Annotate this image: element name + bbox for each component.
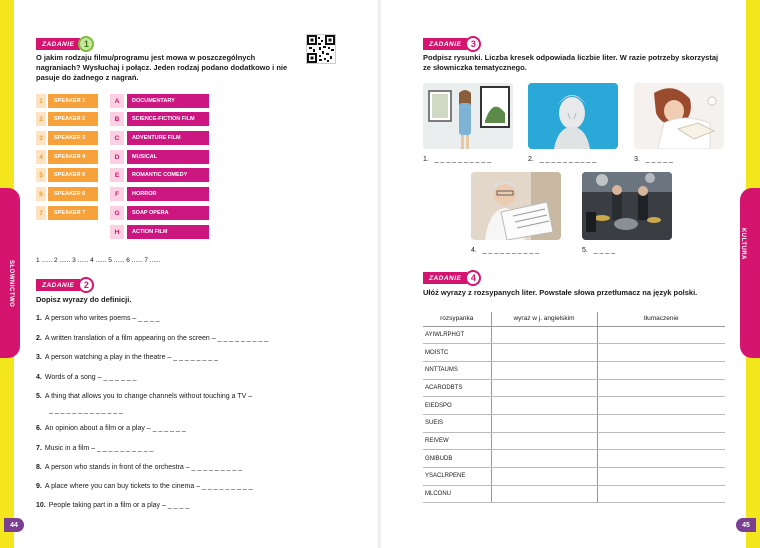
task-4-instruction: Ułóż wyrazy z rozsypanych liter. Powstałe słowa przetłumacz na język polski.	[423, 288, 698, 297]
table-row	[423, 414, 725, 432]
definition-item[interactable]	[36, 392, 252, 402]
speaker-row[interactable]	[36, 168, 98, 182]
genre-row[interactable]	[110, 225, 209, 239]
definition-item[interactable]	[36, 482, 253, 492]
table-header-row	[423, 312, 725, 326]
english-word-cell[interactable]	[491, 379, 597, 397]
speaker-row[interactable]	[36, 131, 98, 145]
genre-label: MUSICAL	[127, 150, 209, 164]
genre-letter: F	[110, 187, 124, 201]
genre-letter: E	[110, 168, 124, 182]
genre-letter: H	[110, 225, 124, 239]
page-number-right: 45	[736, 518, 756, 532]
english-word-cell[interactable]	[491, 344, 597, 362]
task-number: 4	[465, 270, 481, 286]
task-label: ZADANIE	[36, 38, 80, 50]
genre-label: SCIENCE-FICTION FILM	[127, 112, 209, 126]
task-label: ZADANIE	[36, 279, 80, 291]
caption-number: 5.	[582, 247, 588, 254]
genre-letter: D	[110, 150, 124, 164]
task-4-header	[423, 270, 481, 286]
item-number: 6.	[36, 425, 42, 432]
definition-item[interactable]	[36, 463, 242, 473]
speaker-label: SPEAKER 4	[48, 150, 98, 164]
speaker-number: 3	[36, 131, 46, 145]
item-text: A person who stands in front of the orchestra – _ _ _ _ _ _ _ _ _	[44, 464, 243, 471]
task-1-instruction: O jakim rodzaju filmu/programu jest mowa w poszczególnych nagraniach? Wysłuchaj i połącz. Jeden rodzaj podano dodatkowo i nie pasuje do żadnego z nagrań.	[36, 53, 288, 82]
definition-item[interactable]	[36, 444, 153, 454]
table-row	[423, 432, 725, 450]
item-number: 1.	[36, 315, 42, 322]
scrambled-word: MOISTC	[423, 344, 491, 362]
task-1-header	[36, 36, 94, 52]
photo-sculpture	[528, 83, 618, 149]
genre-row[interactable]	[110, 206, 209, 220]
item-text: A place where you can buy tickets to the cinema – _ _ _ _ _ _ _ _ _	[44, 483, 253, 490]
speaker-row[interactable]	[36, 94, 98, 108]
scrambled-word: YSACLRPENE	[423, 468, 491, 486]
scrambled-word: NNTTAUMS	[423, 361, 491, 379]
left-side-label: SŁOWNICTWO	[8, 260, 14, 308]
english-word-cell[interactable]	[491, 361, 597, 379]
table-row	[423, 361, 725, 379]
speaker-number: 4	[36, 150, 46, 164]
column-header: rozsypanka	[423, 312, 491, 326]
item-text: _ _ _ _ _ _ _ _ _ _ _ _ _	[49, 407, 123, 414]
item-number: 8.	[36, 464, 42, 471]
right-side-tab	[740, 188, 760, 358]
translation-cell[interactable]	[597, 450, 725, 468]
scrambled-word: EIEDSPO	[423, 397, 491, 415]
genre-label: ACTION FILM	[127, 225, 209, 239]
table-row	[423, 450, 725, 468]
definition-item[interactable]	[36, 334, 268, 344]
speaker-number: 5	[36, 168, 46, 182]
item-text: An opinion about a film or a play – _ _ _ _ _ _	[44, 425, 186, 432]
right-side-label: KULTURA	[740, 227, 746, 260]
speaker-label: SPEAKER 5	[48, 168, 98, 182]
genre-row[interactable]	[110, 112, 209, 126]
scrambled-word: MLCONU	[423, 485, 491, 503]
photo-art-gallery	[423, 83, 513, 149]
caption-number: 4.	[471, 247, 477, 254]
item-text: Words of a song – _ _ _ _ _ _	[44, 374, 137, 381]
english-word-cell[interactable]	[491, 414, 597, 432]
table-row	[423, 344, 725, 362]
page-number-left: 44	[4, 518, 24, 532]
genre-label: ROMANTIC COMEDY	[127, 168, 209, 182]
speaker-label: SPEAKER 6	[48, 187, 98, 201]
genre-row[interactable]	[110, 187, 209, 201]
definition-item[interactable]	[36, 373, 137, 383]
english-word-cell[interactable]	[491, 468, 597, 486]
column-header: tłumaczenie	[597, 312, 725, 326]
genre-label: ADVENTURE FILM	[127, 131, 209, 145]
caption-4[interactable]	[471, 247, 539, 254]
speaker-label: SPEAKER 7	[48, 206, 98, 220]
photo-band	[582, 172, 672, 240]
genre-row[interactable]	[110, 168, 209, 182]
scrambled-word: AYIWLRPHGT	[423, 326, 491, 344]
item-number: 9.	[36, 483, 42, 490]
caption-number: 2.	[528, 156, 534, 163]
task-3-header	[423, 36, 481, 52]
genre-letter: B	[110, 112, 124, 126]
task-label: ZADANIE	[423, 38, 467, 50]
translation-cell[interactable]	[597, 326, 725, 344]
speaker-number: 6	[36, 187, 46, 201]
caption-3[interactable]	[634, 156, 673, 163]
translation-cell[interactable]	[597, 397, 725, 415]
item-text: A person watching a play in the theatre – _ _ _ _ _ _ _ _	[44, 354, 219, 361]
english-word-cell[interactable]	[491, 485, 597, 503]
genre-row[interactable]	[110, 131, 209, 145]
definition-item[interactable]	[36, 501, 189, 511]
table-row	[423, 397, 725, 415]
book-gutter	[378, 0, 382, 548]
item-number: 2.	[36, 335, 42, 342]
translation-cell[interactable]	[597, 432, 725, 450]
scrambled-word: ACARODBTS	[423, 379, 491, 397]
caption-blanks: _ _ _ _ _ _ _ _ _ _	[434, 156, 492, 163]
caption-blanks: _ _ _ _ _ _ _ _ _ _	[482, 247, 540, 254]
caption-2[interactable]	[528, 156, 596, 163]
item-number: 4.	[36, 374, 42, 381]
caption-number: 3.	[634, 156, 640, 163]
definition-blanks[interactable]	[46, 406, 123, 416]
item-number: 7.	[36, 445, 42, 452]
translation-cell[interactable]	[597, 414, 725, 432]
task-label: ZADANIE	[423, 272, 467, 284]
item-text: A written translation of a film appearing on the screen – _ _ _ _ _ _ _ _ _	[44, 335, 269, 342]
speaker-row[interactable]	[36, 206, 98, 220]
task-number: 3	[465, 36, 481, 52]
speaker-label: SPEAKER 1	[48, 94, 98, 108]
item-number: 5.	[36, 393, 42, 400]
scrambled-word: REIVEW	[423, 432, 491, 450]
task-1-answer-line[interactable]: 1 ...... 2 ...... 3 ...... 4 ...... 5 ...... 6 ...... 7 ......	[36, 257, 161, 264]
task-2-instruction: Dopisz wyrazy do definicji.	[36, 295, 132, 304]
english-word-cell[interactable]	[491, 326, 597, 344]
genre-letter: G	[110, 206, 124, 220]
photo-reading	[634, 83, 724, 149]
table-row	[423, 468, 725, 486]
table-row	[423, 326, 725, 344]
genre-label: DOCUMENTARY	[127, 94, 209, 108]
item-text: People taking part in a film or a play – _ _ _ _	[48, 502, 190, 509]
scramble-table	[423, 312, 725, 503]
genre-row[interactable]	[110, 94, 209, 108]
item-text: Music in a film – _ _ _ _ _ _ _ _ _ _	[44, 445, 154, 452]
definition-item[interactable]	[36, 424, 186, 434]
speaker-label: SPEAKER 2	[48, 112, 98, 126]
task-number: 2	[78, 277, 94, 293]
speaker-row[interactable]	[36, 187, 98, 201]
genre-label: HORROR	[127, 187, 209, 201]
qr-code[interactable]	[306, 34, 336, 64]
speaker-number: 7	[36, 206, 46, 220]
item-text: A person who writes poems – _ _ _ _	[44, 315, 160, 322]
speaker-row[interactable]	[36, 150, 98, 164]
genre-letter: C	[110, 131, 124, 145]
translation-cell[interactable]	[597, 344, 725, 362]
table-row	[423, 379, 725, 397]
caption-1[interactable]	[423, 156, 491, 163]
genre-label: SOAP OPERA	[127, 206, 209, 220]
item-number: 10.	[36, 502, 46, 509]
english-word-cell[interactable]	[491, 450, 597, 468]
translation-cell[interactable]	[597, 485, 725, 503]
column-header: wyraz w j. angielskim	[491, 312, 597, 326]
item-text: A thing that allows you to change channels without touching a TV –	[44, 393, 253, 400]
translation-cell[interactable]	[597, 468, 725, 486]
translation-cell[interactable]	[597, 361, 725, 379]
definition-item[interactable]	[36, 314, 160, 324]
item-number: 3.	[36, 354, 42, 361]
translation-cell[interactable]	[597, 379, 725, 397]
table-row	[423, 485, 725, 503]
english-word-cell[interactable]	[491, 397, 597, 415]
genre-letter: A	[110, 94, 124, 108]
speaker-label: SPEAKER 3	[48, 131, 98, 145]
scrambled-word: SUEIS	[423, 414, 491, 432]
definition-item[interactable]	[36, 353, 218, 363]
speaker-number: 2	[36, 112, 46, 126]
english-word-cell[interactable]	[491, 432, 597, 450]
task-2-header	[36, 277, 94, 293]
task-number: 1	[78, 36, 94, 52]
genre-row[interactable]	[110, 150, 209, 164]
speaker-number: 1	[36, 94, 46, 108]
caption-blanks: _ _ _ _ _ _ _ _ _ _	[539, 156, 597, 163]
photo-newspaper	[471, 172, 561, 240]
caption-number: 1.	[423, 156, 429, 163]
scrambled-word: GNIBUDB	[423, 450, 491, 468]
speaker-row[interactable]	[36, 112, 98, 126]
task-3-instruction: Podpisz rysunki. Liczba kresek odpowiada liczbie liter. W razie potrzeby skorzystaj ze słowniczka tematycznego.	[423, 53, 719, 72]
caption-blanks: _ _ _ _ _	[645, 156, 673, 163]
caption-5[interactable]	[582, 247, 615, 254]
caption-blanks: _ _ _ _	[593, 247, 616, 254]
